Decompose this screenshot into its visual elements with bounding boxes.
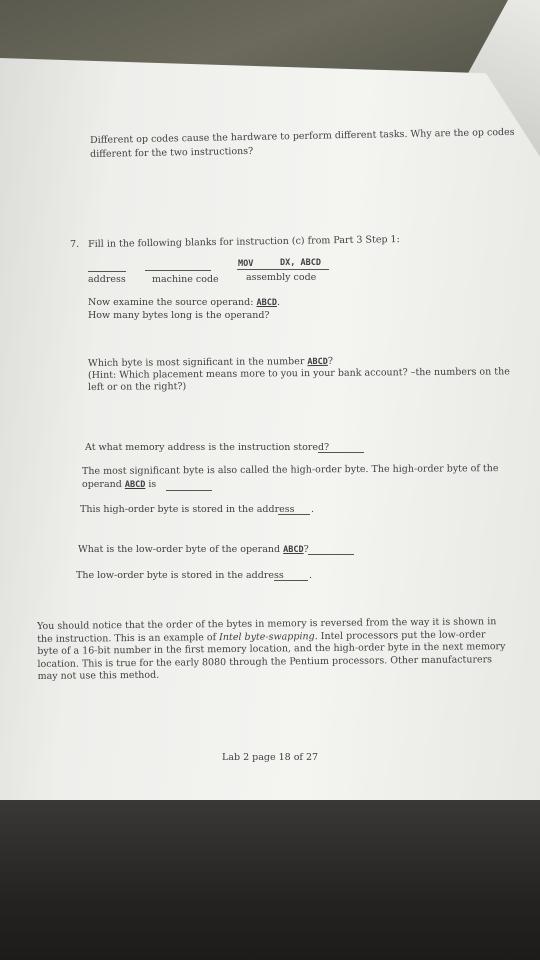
worksheet-page [0, 58, 540, 818]
assembly-code-label: assembly code [246, 272, 317, 283]
machine-code-blank[interactable] [145, 270, 211, 271]
note-line-2-prefix: the instruction. This is an example of [37, 631, 220, 645]
page-number: Lab 2 page 18 of 27 [222, 752, 319, 763]
high-order-line-1: The most significant byte is also called the high-order byte. The high-order byte of the [81, 463, 499, 477]
note-line-2-suffix: . Intel processors put the low-order [314, 628, 486, 642]
hint-line-2: left or on the right?) [87, 381, 187, 393]
hint-line-1: (Hint: Which placement means more to you in your bank account? –the numbers on the [87, 366, 510, 381]
low-order-byte-blank[interactable] [308, 554, 354, 555]
significant-byte-question [88, 357, 333, 369]
bytes-question: How many bytes long is the operand? [88, 310, 270, 321]
examine-suffix: . [276, 297, 280, 308]
significant-operand: ABCD [307, 356, 328, 368]
high-order-prefix: operand [82, 479, 125, 490]
significant-prefix: Which byte is most significant in the number [87, 356, 308, 369]
examine-operand: ABCD [256, 298, 277, 308]
address-label: address [88, 274, 126, 285]
high-order-stored: This high-order byte is stored in the address [80, 504, 295, 515]
high-order-stored-period: . [311, 504, 315, 515]
background-table [0, 800, 540, 960]
asm-operands: DX, ABCD [280, 258, 321, 268]
high-order-suffix: is [145, 479, 157, 490]
intro-line-1: Different op codes cause the hardware to perform different tasks. Why are the op codes [89, 126, 515, 146]
low-order-stored: The low-order byte is stored in the address [76, 570, 284, 581]
low-order-prefix: What is the low-order byte of the operand [78, 544, 284, 555]
high-order-operand: ABCD [124, 480, 146, 490]
low-order-question [78, 545, 309, 555]
memory-address-blank[interactable] [318, 452, 364, 453]
address-blank[interactable] [88, 271, 126, 272]
note-line-1: You should notice that the order of the bytes in memory is reversed from the way it is shown in [37, 616, 497, 632]
significant-suffix: ? [327, 355, 334, 367]
high-order-byte-blank[interactable] [166, 490, 212, 491]
question-number: 7. [69, 238, 80, 250]
asm-mnemonic: MOV [238, 259, 254, 269]
examine-operand-line [88, 298, 280, 308]
note-line-5: may not use this method. [37, 669, 160, 682]
machine-code-label: machine code [152, 274, 219, 285]
intro-line-2: different for the two instructions? [89, 145, 254, 160]
byte-swapping-note [37, 616, 508, 683]
low-order-stored-period: . [309, 570, 313, 581]
low-order-operand: ABCD [283, 545, 304, 555]
examine-prefix: Now examine the source operand: [88, 297, 257, 308]
memory-address-question: At what memory address is the instruction stored? [85, 442, 330, 453]
high-order-line-2 [82, 480, 156, 490]
assembly-underline [237, 269, 329, 270]
low-order-address-blank[interactable] [274, 580, 308, 581]
high-order-address-blank[interactable] [278, 514, 310, 515]
question-prompt: Fill in the following blanks for instruction (c) from Part 3 Step 1: [87, 234, 400, 250]
note-line-4: location. This is true for the early 8080 through the Pentium processors. Other manufacturers [37, 653, 493, 670]
note-line-3: byte of a 16-bit number in the first memory location, and the high-order byte in the next memory [37, 641, 506, 657]
low-order-suffix: ? [303, 544, 309, 555]
note-line-2-emphasis: Intel byte-swapping [219, 630, 315, 643]
